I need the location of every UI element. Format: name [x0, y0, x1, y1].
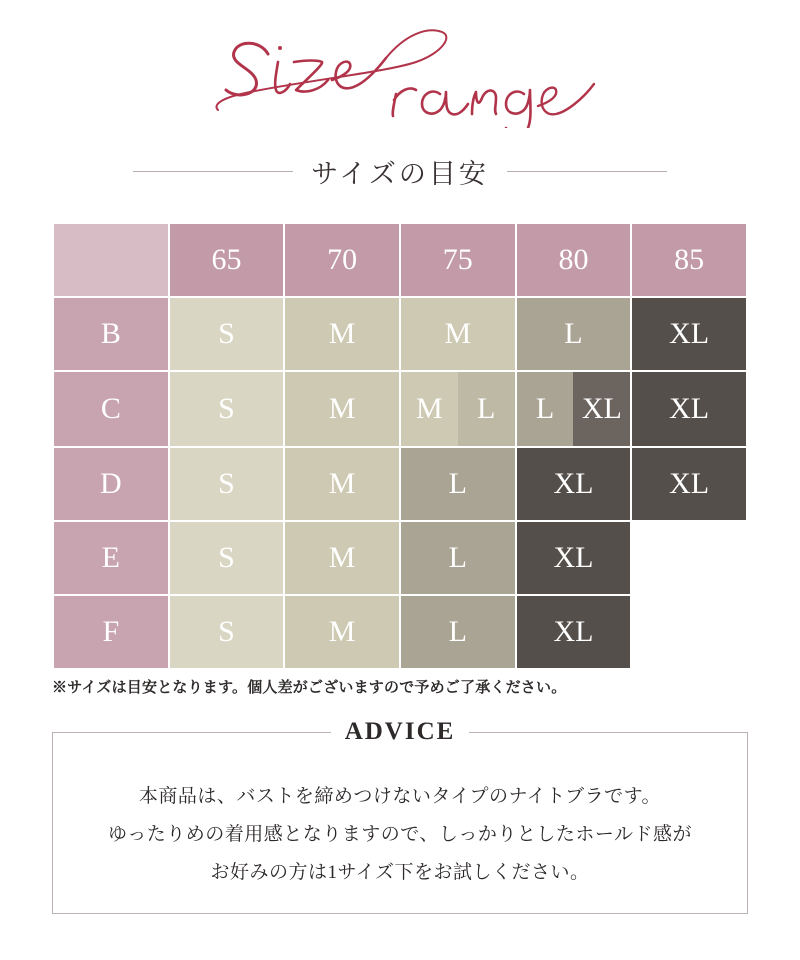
cell-d-65: S — [169, 447, 285, 521]
subtitle-text: サイズの目安 — [311, 159, 489, 189]
advice-line-1: 本商品は、バストを締めつけないタイプのナイトブラです。 — [138, 786, 662, 807]
cell-f-65: S — [169, 595, 285, 669]
row-header-d: D — [53, 447, 169, 521]
row-header-f: F — [53, 595, 169, 669]
table-row — [53, 447, 747, 521]
cell-b-80: L — [516, 297, 632, 371]
table-row — [53, 371, 747, 447]
cell-d-75: L — [400, 447, 516, 521]
cell-f-70: M — [284, 595, 400, 669]
cell-f-80: XL — [516, 595, 632, 669]
cell-b-75: M — [400, 297, 516, 371]
cell-e-85-empty — [631, 521, 747, 595]
cell-b-70: M — [284, 297, 400, 371]
size-note: ※サイズは目安となります。個人差がございますので予めご了承ください。 — [52, 679, 567, 696]
cell-d-70: M — [284, 447, 400, 521]
subtitle-rule-left — [133, 171, 293, 172]
col-header-75: 75 — [400, 223, 516, 297]
advice-body — [52, 778, 748, 892]
cell-c-70: M — [284, 371, 400, 447]
size-table-body — [53, 223, 747, 669]
cell-c-75 — [400, 371, 516, 447]
headline-script-logo — [0, 18, 800, 128]
cell-f-85-empty — [631, 595, 747, 669]
row-header-b: B — [53, 297, 169, 371]
subtitle-row — [0, 152, 800, 191]
cell-c-80-left: L — [517, 372, 574, 446]
table-header-row — [53, 223, 747, 297]
table-corner-cell — [53, 223, 169, 297]
cell-e-80: XL — [516, 521, 632, 595]
cell-c-75-right: L — [458, 372, 515, 446]
advice-rule-right — [485, 732, 685, 733]
cell-c-80-right: XL — [573, 372, 630, 446]
size-table-wrap — [52, 222, 748, 670]
cell-c-75-left: M — [401, 372, 458, 446]
cell-c-85: XL — [631, 371, 747, 447]
table-row — [53, 595, 747, 669]
cell-d-85: XL — [631, 447, 747, 521]
cell-e-65: S — [169, 521, 285, 595]
size-table — [52, 222, 748, 670]
subtitle-rule-right — [507, 171, 667, 172]
col-header-65: 65 — [169, 223, 285, 297]
col-header-80: 80 — [516, 223, 632, 297]
table-row — [53, 521, 747, 595]
advice-line-2: ゆったりめの着用感となりますので、しっかりとしたホールド感が — [107, 824, 693, 845]
cell-c-65: S — [169, 371, 285, 447]
cell-e-70: M — [284, 521, 400, 595]
cell-b-65: S — [169, 297, 285, 371]
col-header-70: 70 — [284, 223, 400, 297]
cell-b-85: XL — [631, 297, 747, 371]
cell-d-80: XL — [516, 447, 632, 521]
advice-title: ADVICE — [331, 718, 470, 746]
cell-f-75: L — [400, 595, 516, 669]
col-header-85: 85 — [631, 223, 747, 297]
row-header-c: C — [53, 371, 169, 447]
cell-e-75: L — [400, 521, 516, 595]
table-row — [53, 297, 747, 371]
advice-line-3: お好みの方は1サイズ下をお試しください。 — [210, 862, 590, 883]
row-header-e: E — [53, 521, 169, 595]
cell-c-80 — [516, 371, 632, 447]
size-range-script-svg — [190, 18, 610, 128]
advice-title-row — [52, 716, 748, 748]
advice-rule-left — [115, 732, 315, 733]
